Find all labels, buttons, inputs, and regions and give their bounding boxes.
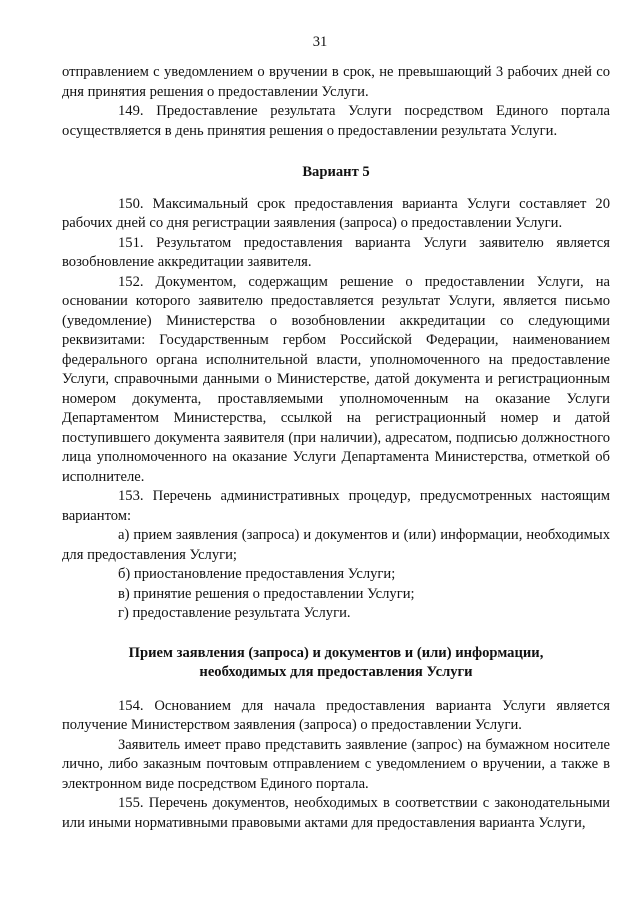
section-heading-line-2: необходимых для предоставления Услуги: [199, 664, 473, 680]
variant-heading: Вариант 5: [302, 164, 370, 180]
paragraph-151: 151. Результатом предоставления варианта Услуги заявителю является возобновление аккредитации заявителя.: [62, 234, 610, 270]
list-item: а) прием заявления (запроса) и документов и (или) информации, необходимых для предоставления Услуги;: [62, 527, 610, 563]
paragraph-152: 152. Документом, содержащим решение о предоставлении Услуги, на основании которого заявителю предоставляется результат Услуги, является письмо (уведомление) Министерства о возобновлении аккредитации со следующими реквизитами: Государственным гербом Российской Федерации, наименованием федерального органа исполнительной власти, уполномоченного на предоставление Услуги, справочными данными о Министерстве, датой документа и регистрационным номером документа, проставляемыми уполномоченным на оказание Услуги Департаментом Министерства, ссылкой на регистрационный номер и датой поступившего документа заявителя (при наличии), адресатом, подписью должностного лица уполномоченного на оказание Услуги Департамента Министерства, отметкой об исполнителе.: [62, 273, 610, 485]
paragraph-continuation: отправлением с уведомлением о вручении в срок, не превышающий 3 рабочих дней со дня принятия решения о предоставлении Услуги.: [62, 64, 610, 100]
paragraph-153: 153. Перечень административных процедур, предусмотренных настоящим вариантом:: [62, 488, 610, 524]
paragraph-149: 149. Предоставление результата Услуги посредством Единого портала осуществляется в день принятия решения о предоставлении результата Услуги.: [62, 103, 610, 139]
paragraph-154-applicant: Заявитель имеет право представить заявление (запрос) на бумажном носителе лично, либо заказным почтовым отправлением с уведомлением о вручении, а также в электронном виде посредством Единого портала.: [62, 736, 610, 792]
list-item: б) приостановление предоставления Услуги;: [118, 566, 396, 582]
section-heading-line-1: Прием заявления (запроса) и документов и (или) информации,: [128, 644, 544, 661]
procedure-list: [62, 526, 610, 624]
paragraph-150: 150. Максимальный срок предоставления варианта Услуги составляет 20 рабочих дней со дня регистрации заявления (запроса) о предоставлении Услуги.: [62, 195, 610, 231]
paragraph-154: 154. Основанием для начала предоставления варианта Услуги является получение Министерством заявления (запроса) о предоставлении Услуги.: [62, 697, 610, 733]
paragraph-155: 155. Перечень документов, необходимых в соответствии с законодательными или иными нормативными правовыми актами для предоставления варианта Услуги,: [62, 795, 610, 831]
list-item: в) принятие решения о предоставлении Услуги;: [118, 585, 415, 602]
document-body: [62, 63, 610, 833]
page-number: 31: [312, 34, 328, 50]
list-item: г) предоставление результата Услуги.: [118, 605, 351, 621]
